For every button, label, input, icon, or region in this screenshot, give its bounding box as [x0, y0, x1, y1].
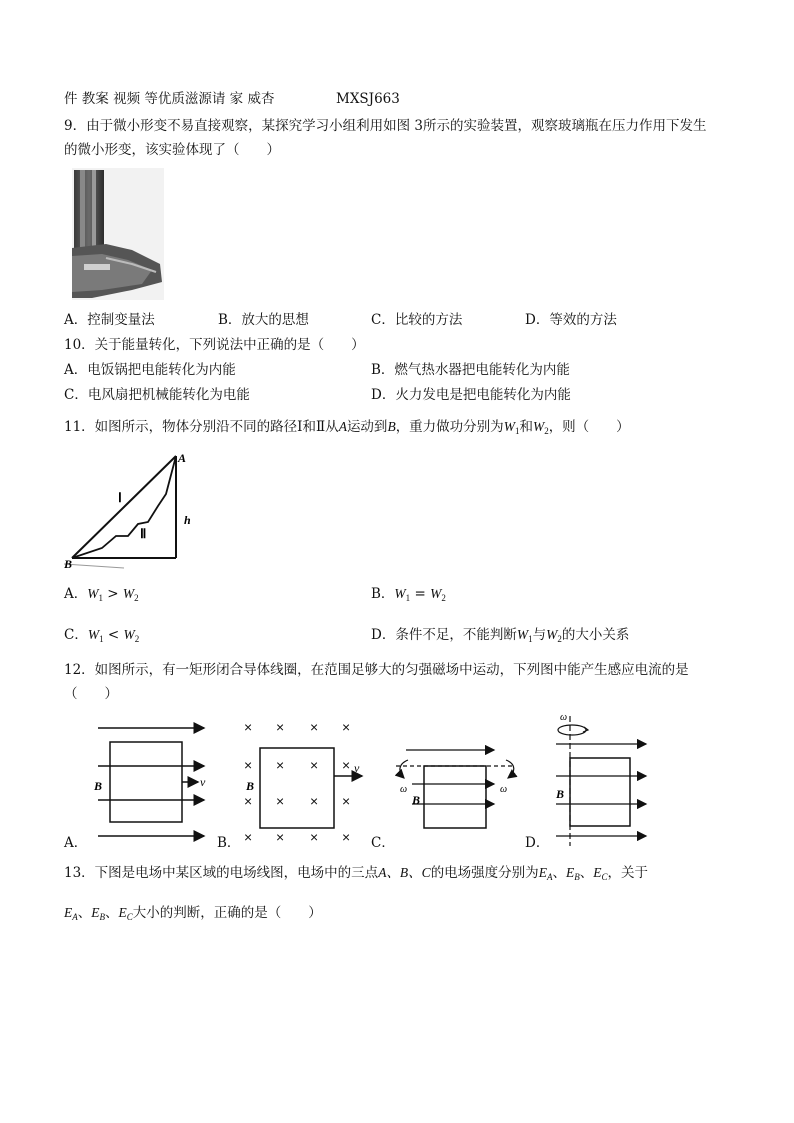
x-mark: × — [342, 757, 351, 773]
q12-figure-b — [236, 716, 370, 844]
q12-option-d[interactable]: D． — [525, 835, 550, 851]
x-mark: × — [244, 793, 253, 809]
q11-fig-label-a: A — [178, 451, 187, 465]
q12-stem-line2: （ ） — [64, 686, 118, 702]
q12d-label-b: B — [556, 787, 565, 801]
q11-incline-figure — [64, 446, 194, 572]
header-code: MXSJ663 — [336, 91, 400, 107]
q12b-label-b: B — [246, 779, 255, 793]
q13-stem-line2: $E_A$、$E_B$、$E_C$大小的判断，正确的是（ ） — [64, 905, 322, 922]
q12-option-c[interactable]: C． — [371, 835, 395, 851]
x-mark: × — [310, 793, 319, 809]
q12a-label-b: B — [94, 779, 103, 793]
q12-option-b[interactable]: B． — [217, 835, 241, 851]
q9-option-a[interactable]: A．控制变量法 — [64, 312, 155, 328]
q9-stem-line2: 的微小形变，该实验体现了（ ） — [64, 142, 280, 158]
x-mark: × — [276, 719, 285, 735]
q11-option-a[interactable]: A．$W_1 > W_2$ — [64, 586, 139, 603]
x-mark: × — [310, 719, 319, 735]
q10-option-b[interactable]: B．燃气热水器把电能转化为内能 — [371, 362, 570, 378]
q12c-label-omega-right: ω — [500, 784, 508, 795]
header-left: 件 教案 视频 等优质滋源请 家 威杏 — [64, 91, 275, 107]
x-mark: × — [310, 757, 319, 773]
q12-figure-a — [88, 712, 218, 842]
q9-option-d[interactable]: D．等效的方法 — [525, 312, 617, 328]
q10-option-c[interactable]: C．电风扇把机械能转化为电能 — [64, 387, 250, 403]
x-mark: × — [244, 757, 253, 773]
q9-stem-line1: 9．由于微小形变不易直接观察，某探究学习小组利用如图 3所示的实验装置，观察玻璃瓶在压力作用下发生 — [64, 118, 707, 134]
q11-stem: 11．如图所示，物体分别沿不同的路径Ⅰ和Ⅱ从A运动到B，重力做功分别为$W_1$和$W_2$，则（ ） — [64, 419, 630, 436]
x-mark: × — [244, 829, 253, 844]
q12d-label-omega: ω — [560, 712, 568, 723]
q12c-label-b: B — [412, 793, 421, 807]
q10-option-a[interactable]: A．电饭锅把电能转化为内能 — [64, 362, 236, 378]
q13-stem-line1: 13．下图是电场中某区域的电场线图，电场中的三点A、B、C的电场强度分别为$E_A$、$E_B$、$E_C$，关于 — [64, 865, 648, 882]
x-mark: × — [342, 719, 351, 735]
q12a-label-v: v — [200, 775, 206, 789]
q11-fig-label-h: h — [184, 513, 191, 527]
q9-option-b[interactable]: B．放大的思想 — [218, 312, 309, 328]
x-mark: × — [276, 829, 285, 844]
q11-option-d[interactable]: D．条件不足，不能判断$W_1$与$W_2$的大小关系 — [371, 627, 630, 644]
q12-figure-c — [394, 738, 522, 836]
q12b-label-v: v — [354, 761, 360, 775]
q11-option-b[interactable]: B．$W_1 = W_2$ — [371, 586, 446, 603]
x-mark: × — [244, 719, 253, 735]
q11-option-c[interactable]: C．$W_1 < W_2$ — [64, 627, 140, 644]
q10-option-d[interactable]: D．火力发电是把电能转化为内能 — [371, 387, 571, 403]
q11-fig-label-b: B — [64, 557, 73, 571]
q9-bottle-photo — [72, 168, 164, 300]
q11-fig-label-path2: Ⅱ — [140, 526, 147, 541]
q10-stem: 10．关于能量转化，下列说法中正确的是（ ） — [64, 337, 365, 353]
x-mark: × — [342, 829, 351, 844]
q12-option-a[interactable]: A． — [64, 835, 88, 851]
q9-option-c[interactable]: C．比较的方法 — [371, 312, 463, 328]
x-mark: × — [342, 793, 351, 809]
q12c-label-omega-left: ω — [400, 784, 408, 795]
q12-stem-line1: 12．如图所示，有一矩形闭合导体线圈，在范围足够大的匀强磁场中运动，下列图中能产生感应电流的是 — [64, 662, 689, 678]
x-mark: × — [276, 757, 285, 773]
x-mark: × — [276, 793, 285, 809]
q11-fig-label-path1: Ⅰ — [118, 490, 122, 505]
x-mark: × — [310, 829, 319, 844]
q12-figure-d — [550, 712, 654, 848]
